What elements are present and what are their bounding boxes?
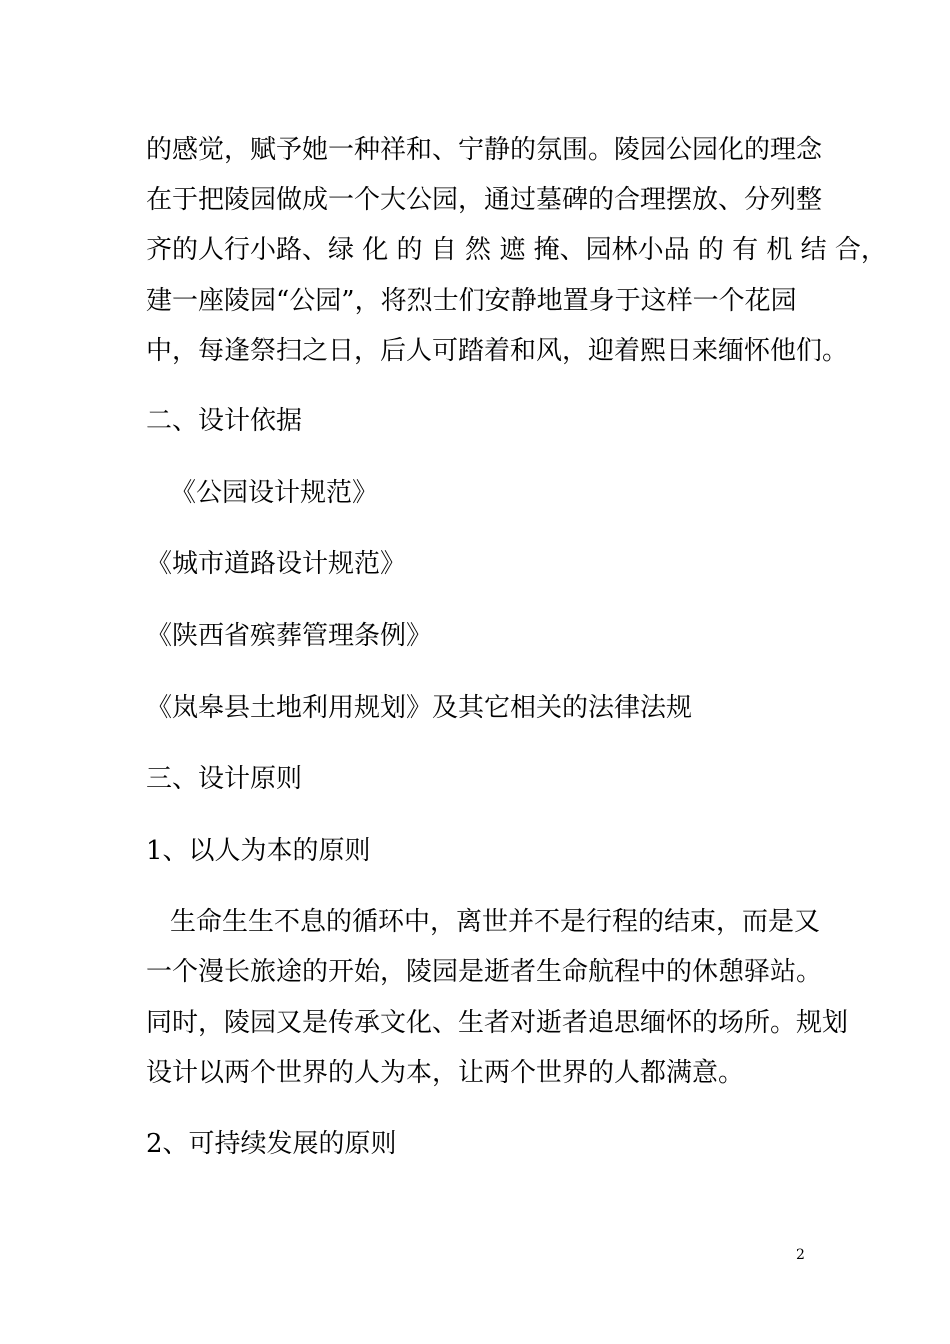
- principle-heading-people-oriented: 1、以人为本的原则: [146, 836, 371, 866]
- basis-item: 《岚皋县土地利用规划》及其它相关的法律法规: [146, 693, 693, 723]
- basis-item: 《公园设计规范》: [170, 478, 379, 508]
- paragraph-line: 同时，陵园又是传承文化、生者对逝者追思缅怀的场所。规划: [146, 1008, 849, 1038]
- paragraph-line: 生命生生不息的循环中，离世并不是行程的结束，而是又: [170, 907, 821, 937]
- principle-heading-sustainable-development: 2、可持续发展的原则: [146, 1129, 397, 1159]
- basis-item: 《城市道路设计规范》: [146, 549, 407, 579]
- paragraph-line: 建一座陵园“公园”，将烈士们安静地置身于这样一个花园: [146, 286, 797, 316]
- section-heading-design-principles: 三、设计原则: [146, 764, 303, 794]
- basis-item: 《陕西省殡葬管理条例》: [146, 621, 433, 651]
- paragraph-line: 设计以两个世界的人为本，让两个世界的人都满意。: [146, 1058, 745, 1088]
- paragraph-line: 齐的人行小路、绿 化 的 自 然 遮 掩、园林小品 的 有 机 结 合，: [146, 235, 887, 265]
- paragraph-line: 的感觉，赋予她一种祥和、宁静的氛围。陵园公园化的理念: [146, 135, 823, 165]
- paragraph-line: 中，每逢祭扫之日，后人可踏着和风，迎着熙日来缅怀他们。: [146, 336, 849, 366]
- page-number: 2: [796, 1247, 805, 1263]
- section-heading-design-basis: 二、设计依据: [146, 406, 303, 436]
- paragraph-line: 在于把陵园做成一个大公园，通过墓碑的合理摆放、分列整: [146, 185, 823, 215]
- paragraph-line: 一个漫长旅途的开始，陵园是逝者生命航程中的休憩驿站。: [146, 957, 823, 987]
